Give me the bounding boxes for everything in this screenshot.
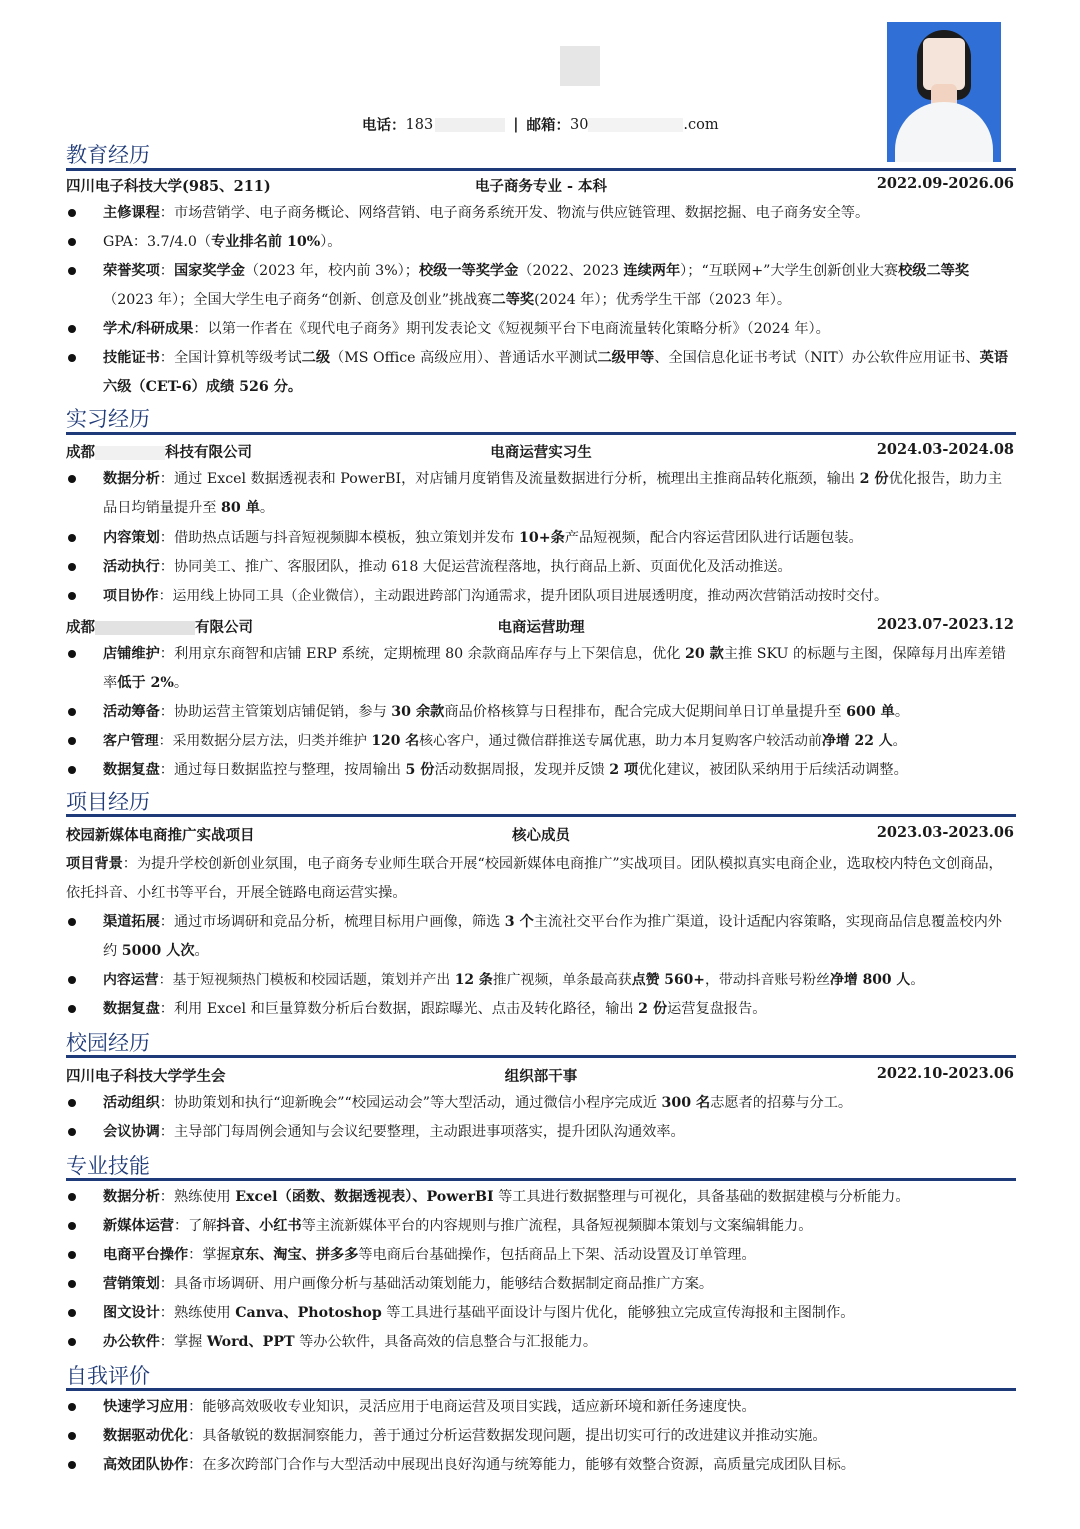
section-title-project: 项目经历	[66, 790, 150, 814]
list-item: 活动组织：协助策划和执行“迎新晚会”“校园运动会”等大型活动，通过微信小程序完成近 300 名志愿者的招募与分工。	[66, 1089, 1016, 1118]
company-name: 成都 有限公司	[66, 619, 253, 636]
list-item: 活动筹备：协助运营主管策划店铺促销，参与 30 余款商品价格核算与日程排布，配合完成大促期间单日订单量提升至 600 单。	[66, 698, 1016, 727]
list-item: 店铺维护：利用京东商智和店铺 ERP 系统，定期梳理 80 余款商品库存与上下架信息，优化 20 款主推 SKU 的标题与主图，保障每月出库差错率低于 2%。	[66, 640, 1016, 698]
email-value: 30	[569, 116, 589, 133]
redacted-name-block	[560, 46, 600, 86]
org-role: 组织部干事	[504, 1068, 578, 1085]
job-role: 电商运营助理	[497, 619, 585, 636]
school-name: 四川电子科技大学(985、211)	[66, 178, 271, 195]
section-rule	[66, 432, 1016, 435]
list-item: 电商平台操作：掌握京东、淘宝、拼多多等电商后台基础操作，包括商品上下架、活动设置及订单管理。	[66, 1241, 1016, 1270]
job-date: 2023.07-2023.12	[876, 616, 1014, 633]
contact-separator: |	[513, 116, 519, 133]
list-item: 数据驱动优化：具备敏锐的数据洞察能力，善于通过分析运营数据发现问题，提出切实可行的改进建议并推动实施。	[66, 1422, 1016, 1451]
phone-value: 183	[405, 116, 434, 133]
list-item: 快速学习应用：能够高效吸收专业知识，灵活应用于电商运营及项目实践，适应新环境和新任务速度快。	[66, 1393, 1016, 1422]
org-name: 四川电子科技大学学生会	[66, 1068, 226, 1085]
profile-photo	[887, 22, 1001, 162]
section-rule	[66, 814, 1016, 817]
list-item: 荣誉奖项：国家奖学金（2023 年，校内前 3%）；校级一等奖学金（2022、2023 连续两年）；“互联网+”大学生创新创业大赛校级二等奖（2023 年）；全国大学生电子商务“创新、创意及创业”挑战赛二等奖(2024 年）；优秀学生干部（2023 年）。	[66, 257, 1016, 315]
list-item: 技能证书：全国计算机等级考试二级（MS Office 高级应用）、普通话水平测试二级甲等、全国信息化证书考试（NIT）办公软件应用证书、英语六级（CET-6）成绩 526 分。	[66, 344, 1016, 402]
education-header-row	[66, 175, 1016, 197]
redacted-email	[588, 118, 683, 132]
list-item: 活动执行：协同美工、推广、客服团队，推动 618 大促运营流程落地，执行商品上新、页面优化及活动推送。	[66, 553, 1016, 582]
contact-line	[362, 114, 719, 135]
job-role: 电商运营实习生	[490, 444, 592, 461]
list-item: 图文设计：熟练使用 Canva、Photoshop 等工具进行基础平面设计与图片优化，能够独立完成宣传海报和主图制作。	[66, 1299, 1016, 1328]
org-date: 2022.10-2023.06	[876, 1065, 1014, 1082]
section-title-campus: 校园经历	[66, 1031, 150, 1055]
list-item: 数据复盘：通过每日数据监控与整理，按周输出 5 份活动数据周报，发现并反馈 2 项优化建议，被团队采纳用于后续活动调整。	[66, 756, 1016, 785]
list-item: 数据分析：熟练使用 Excel（函数、数据透视表）、PowerBI 等工具进行数据整理与可视化，具备基础的数据建模与分析能力。	[66, 1183, 1016, 1212]
internship-header-row-1	[66, 441, 1016, 463]
section-title-internship: 实习经历	[66, 407, 150, 431]
education-date: 2022.09-2026.06	[876, 175, 1014, 192]
section-rule	[66, 1178, 1016, 1181]
section-rule	[66, 168, 1016, 171]
section-title-self-eval: 自我评价	[66, 1364, 150, 1388]
internship-header-row-2	[66, 616, 1016, 638]
redacted-phone	[435, 118, 505, 132]
project-role: 核心成员	[512, 827, 570, 844]
email-label: 邮箱：	[526, 117, 570, 134]
list-item: 学术/科研成果：以第一作者在《现代电子商务》期刊发表论文《短视频平台下电商流量转化策略分析》（2024 年）。	[66, 315, 1016, 344]
section-title-education: 教育经历	[66, 143, 150, 167]
major: 电子商务专业 - 本科	[474, 178, 608, 195]
company-name: 成都 科技有限公司	[66, 444, 252, 461]
list-item: 营销策划：具备市场调研、用户画像分析与基础活动策划能力，能够结合数据制定商品推广方案。	[66, 1270, 1016, 1299]
list-item: 主修课程：市场营销学、电子商务概论、网络营销、电子商务系统开发、物流与供应链管理、数据挖掘、电子商务安全等。	[66, 199, 1016, 228]
list-item: 内容策划：借助热点话题与抖音短视频脚本模板，独立策划并发布 10+条产品短视频，配合内容运营团队进行话题包装。	[66, 524, 1016, 553]
phone-label: 电话：	[362, 117, 406, 134]
list-item: GPA：3.7/4.0（专业排名前 10%）。	[66, 228, 1016, 257]
list-item: 办公软件：掌握 Word、PPT 等办公软件，具备高效的信息整合与汇报能力。	[66, 1328, 1016, 1357]
list-item: 新媒体运营：了解抖音、小红书等主流新媒体平台的内容规则与推广流程，具备短视频脚本策划与文案编辑能力。	[66, 1212, 1016, 1241]
section-rule	[66, 1055, 1016, 1058]
list-item: 内容运营：基于短视频热门模板和校园话题，策划并产出 12 条推广视频，单条最高获点赞 560+，带动抖音账号粉丝净增 800 人。	[66, 966, 1016, 995]
list-item: 数据复盘：利用 Excel 和巨量算数分析后台数据，跟踪曝光、点击及转化路径，输出 2 份运营复盘报告。	[66, 995, 1016, 1024]
section-title-skills: 专业技能	[66, 1154, 150, 1178]
list-item: 数据分析：通过 Excel 数据透视表和 PowerBI，对店铺月度销售及流量数据进行分析，梳理出主推商品转化瓶颈，输出 2 份优化报告，助力主品日均销量提升至 80 单。	[66, 465, 1016, 523]
list-item: 客户管理：采用数据分层方法，归类并维护 120 名核心客户，通过微信群推送专属优惠，助力本月复购客户较活动前净增 22 人。	[66, 727, 1016, 756]
job-date: 2024.03-2024.08	[876, 441, 1014, 458]
project-header-row	[66, 824, 1016, 846]
project-date: 2023.03-2023.06	[876, 824, 1014, 841]
project-background: 项目背景：为提升学校创新创业氛围，电子商务专业师生联合开展“校园新媒体电商推广”实战项目。团队模拟真实电商企业，选取校内特色文创商品，依托抖音、小红书等平台，开展全链路电商运营实操。	[66, 856, 1003, 901]
project-name: 校园新媒体电商推广实战项目	[66, 827, 255, 844]
section-rule	[66, 1388, 1016, 1391]
list-item: 渠道拓展：通过市场调研和竞品分析，梳理目标用户画像，筛选 3 个主流社交平台作为推广渠道，设计适配内容策略，实现商品信息覆盖校内外约 5000 人次。	[66, 908, 1016, 966]
list-item: 会议协调：主导部门每周例会通知与会议纪要整理，主动跟进事项落实，提升团队沟通效率。	[66, 1118, 1016, 1147]
list-item: 高效团队协作：在多次跨部门合作与大型活动中展现出良好沟通与统筹能力，能够有效整合资源，高质量完成团队目标。	[66, 1451, 1016, 1480]
email-domain: .com	[683, 116, 719, 133]
campus-header-row	[66, 1065, 1016, 1087]
list-item: 项目协作：运用线上协同工具（企业微信），主动跟进跨部门沟通需求，提升团队项目进展透明度，推动两次营销活动按时交付。	[66, 582, 1016, 611]
